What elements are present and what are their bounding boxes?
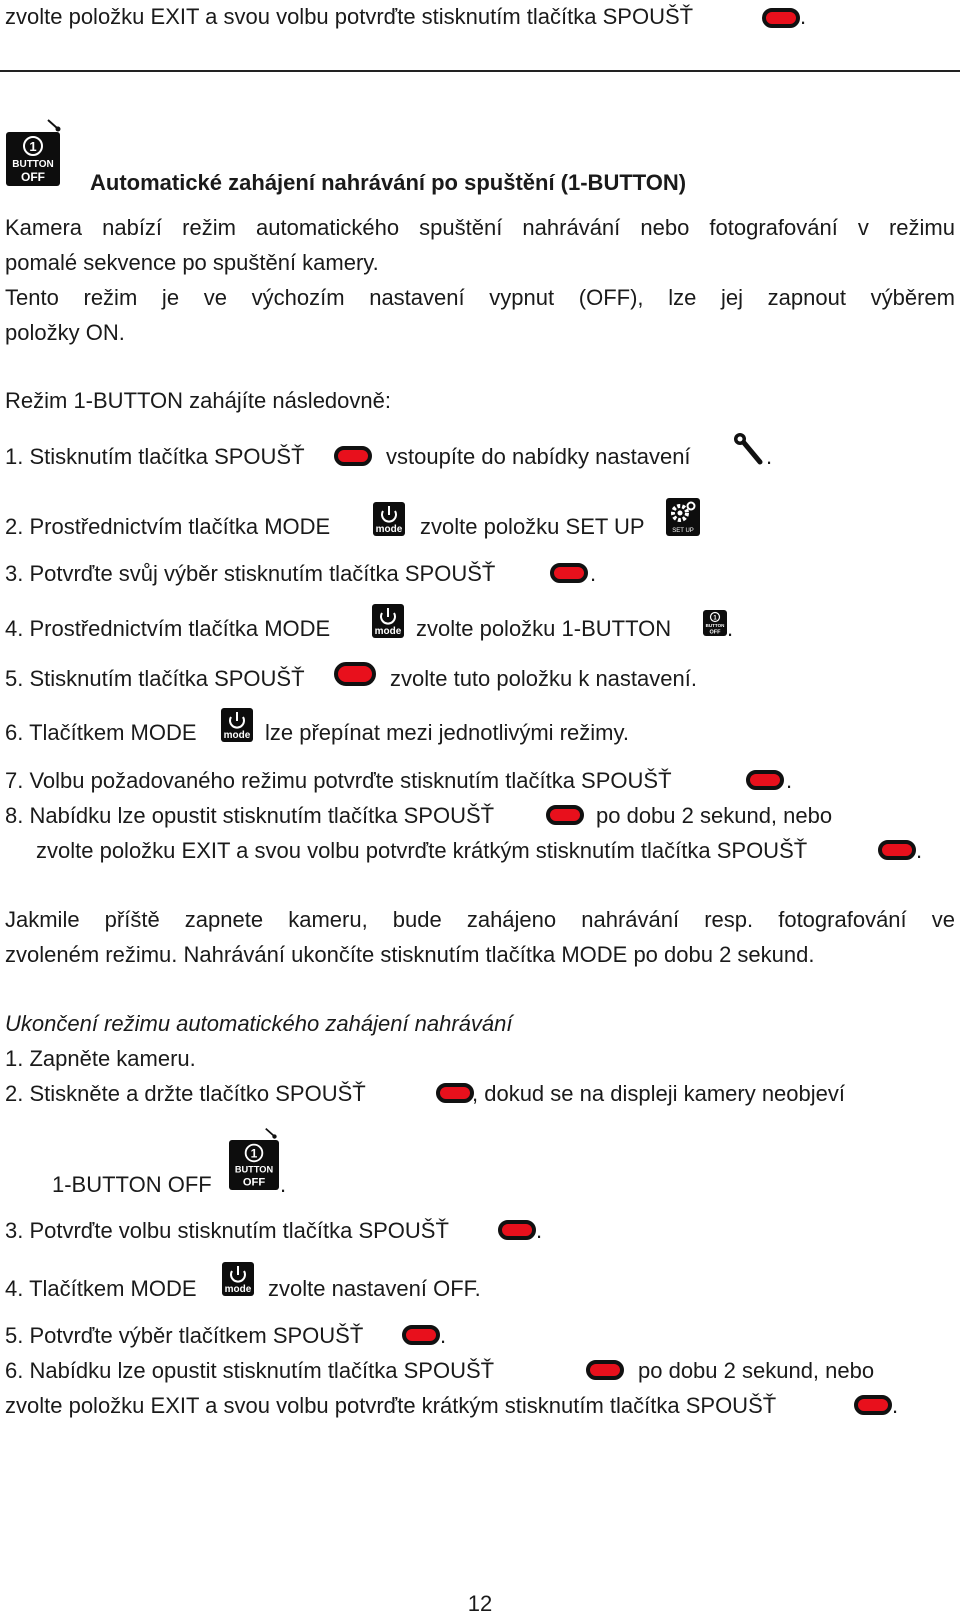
one-button-off-graphic [229,1140,279,1190]
step-4-text: 4. Prostřednictvím tlačítka MODE [5,616,331,641]
shutter-button-icon [746,770,784,790]
mode-button-graphic [373,502,405,536]
intro-line-2: pomalé sekvence po spuštění kamery. [5,250,379,275]
step-1-text-b: vstoupíte do nabídky nastavení [386,444,691,469]
intro-line-3: Tento režim je ve výchozím nastavení vypnut (OFF), lze jej zapnout výběrem [5,285,955,310]
period: . [786,768,793,793]
shutter-button-icon [762,8,800,28]
end-step-6: 6. Nabídku lze opustit stisknutím tlačítka SPOUŠŤ [5,1358,495,1383]
mode-button-label: mode [223,730,251,741]
wrench-small-icon [264,1126,278,1140]
period: . [590,561,597,586]
period: . [766,444,773,469]
shutter-button-icon [498,1220,536,1240]
mode-button-icon [372,604,404,638]
shutter-button-icon [334,662,376,686]
one-button-off-graphic [6,132,60,186]
shutter-button-icon [402,1325,440,1345]
shutter-button-icon [550,563,588,583]
intro-line-4: položky ON. [5,320,125,345]
top-line-end: . [800,4,807,29]
period: . [892,1393,899,1418]
one-button-small-word: BUTTON [705,623,725,628]
one-button-icon-word: BUTTON [12,159,54,170]
mode-button-label: mode [375,524,403,535]
mode-button-graphic [221,708,253,742]
period: . [727,616,734,641]
mode-button-label: mode [224,1284,252,1295]
step-8-text: 8. Nabídku lze opustit stisknutím tlačítka SPOUŠŤ [5,803,495,828]
mode-button-icon [221,708,253,742]
mode-button-icon [373,502,405,536]
intro-line-1: Kamera nabízí režim automatického spuštění nahrávání nebo fotografování v režimu [5,215,955,240]
period: . [916,838,923,863]
shutter-button-icon [546,805,584,825]
end-step-2: 2. Stiskněte a držte tlačítko SPOUŠŤ [5,1081,366,1106]
one-button-icon-digit: 1 [29,139,37,154]
howto-line: Režim 1-BUTTON zahájíte následovně: [5,388,391,413]
shutter-button-icon [334,446,372,466]
divider [0,70,960,72]
step-5-text: 5. Stisknutím tlačítka SPOUŠŤ [5,666,305,691]
step-2-text-b: zvolte položku SET UP [420,514,645,539]
shutter-button-icon [854,1395,892,1415]
one-button-small-off: OFF [709,629,721,636]
step-6-text: 6. Tlačítkem MODE [5,720,197,745]
step-8-text-b: po dobu 2 sekund, nebo [596,803,833,828]
period: . [440,1323,447,1348]
end-step-5: 5. Potvrďte výběr tlačítkem SPOUŠŤ [5,1323,364,1348]
shutter-button-icon [586,1360,624,1380]
mode-button-graphic [222,1262,254,1296]
mode-button-graphic [372,604,404,638]
end-step-1: 1. Zapněte kameru. [5,1046,196,1071]
step-7-text: 7. Volbu požadovaného režimu potvrďte stisknutím tlačítka SPOUŠŤ [5,768,672,793]
end-step-2-b: , dokud se na displeji kamery neobjeví [472,1081,845,1106]
one-button-icon-word: BUTTON [234,1164,274,1175]
one-button-off-small-icon [703,610,727,636]
end-step-6-b: po dobu 2 sekund, nebo [638,1358,875,1383]
one-button-icon-off: OFF [242,1176,266,1189]
top-line: zvolte položku EXIT a svou volbu potvrďte stisknutím tlačítka SPOUŠŤ [5,4,694,29]
one-button-off-small-graphic [703,610,727,636]
step-1-text: 1. Stisknutím tlačítka SPOUŠŤ [5,444,305,469]
setup-label: SET UP [672,528,694,534]
one-button-off-icon [6,132,60,186]
section-heading: Automatické zahájení nahrávání po spuštění (1-BUTTON) [90,170,687,195]
mode-button-label: mode [374,626,402,637]
wrench-icon [732,432,768,468]
step-8-text-c: zvolte položku EXIT a svou volbu potvrďte krátkým stisknutím tlačítka SPOUŠŤ [36,838,808,863]
step-6-text-b: lze přepínat mezi jednotlivými režimy. [265,720,629,745]
period: . [280,1172,287,1197]
period: . [536,1218,543,1243]
setup-gear-icon [666,498,700,536]
end-step-3: 3. Potvrďte volbu stisknutím tlačítka SPOUŠŤ [5,1218,449,1243]
one-button-icon-digit: 1 [250,1146,258,1161]
end-step-2-c: 1-BUTTON OFF [52,1172,212,1197]
after-line-1: Jakmile příště zapnete kameru, bude zahájeno nahrávání resp. fotografování ve [5,907,955,932]
one-button-small-digit: 1 [713,615,717,622]
one-button-off-icon [229,1140,279,1190]
step-2-text: 2. Prostřednictvím tlačítka MODE [5,514,331,539]
mode-button-icon [222,1262,254,1296]
shutter-button-icon [878,840,916,860]
shutter-button-icon [436,1083,474,1103]
after-line-2: zvoleném režimu. Nahrávání ukončíte stisknutím tlačítka MODE po dobu 2 sekund. [5,942,815,967]
one-button-icon-off: OFF [21,170,45,184]
setup-gear-graphic [666,498,700,536]
step-3-text: 3. Potvrďte svůj výběr stisknutím tlačítka SPOUŠŤ [5,561,496,586]
wrench-small-icon [46,118,62,132]
end-section-title: Ukončení režimu automatického zahájení nahrávání [5,1011,513,1036]
step-5-text-b: zvolte tuto položku k nastavení. [390,666,697,691]
step-4-text-b: zvolte položku 1-BUTTON [416,616,672,641]
end-step-4-b: zvolte nastavení OFF. [268,1276,481,1301]
end-step-4: 4. Tlačítkem MODE [5,1276,197,1301]
end-step-6-c: zvolte položku EXIT a svou volbu potvrďte krátkým stisknutím tlačítka SPOUŠŤ [5,1393,777,1418]
page-number: 12 [467,1591,493,1616]
